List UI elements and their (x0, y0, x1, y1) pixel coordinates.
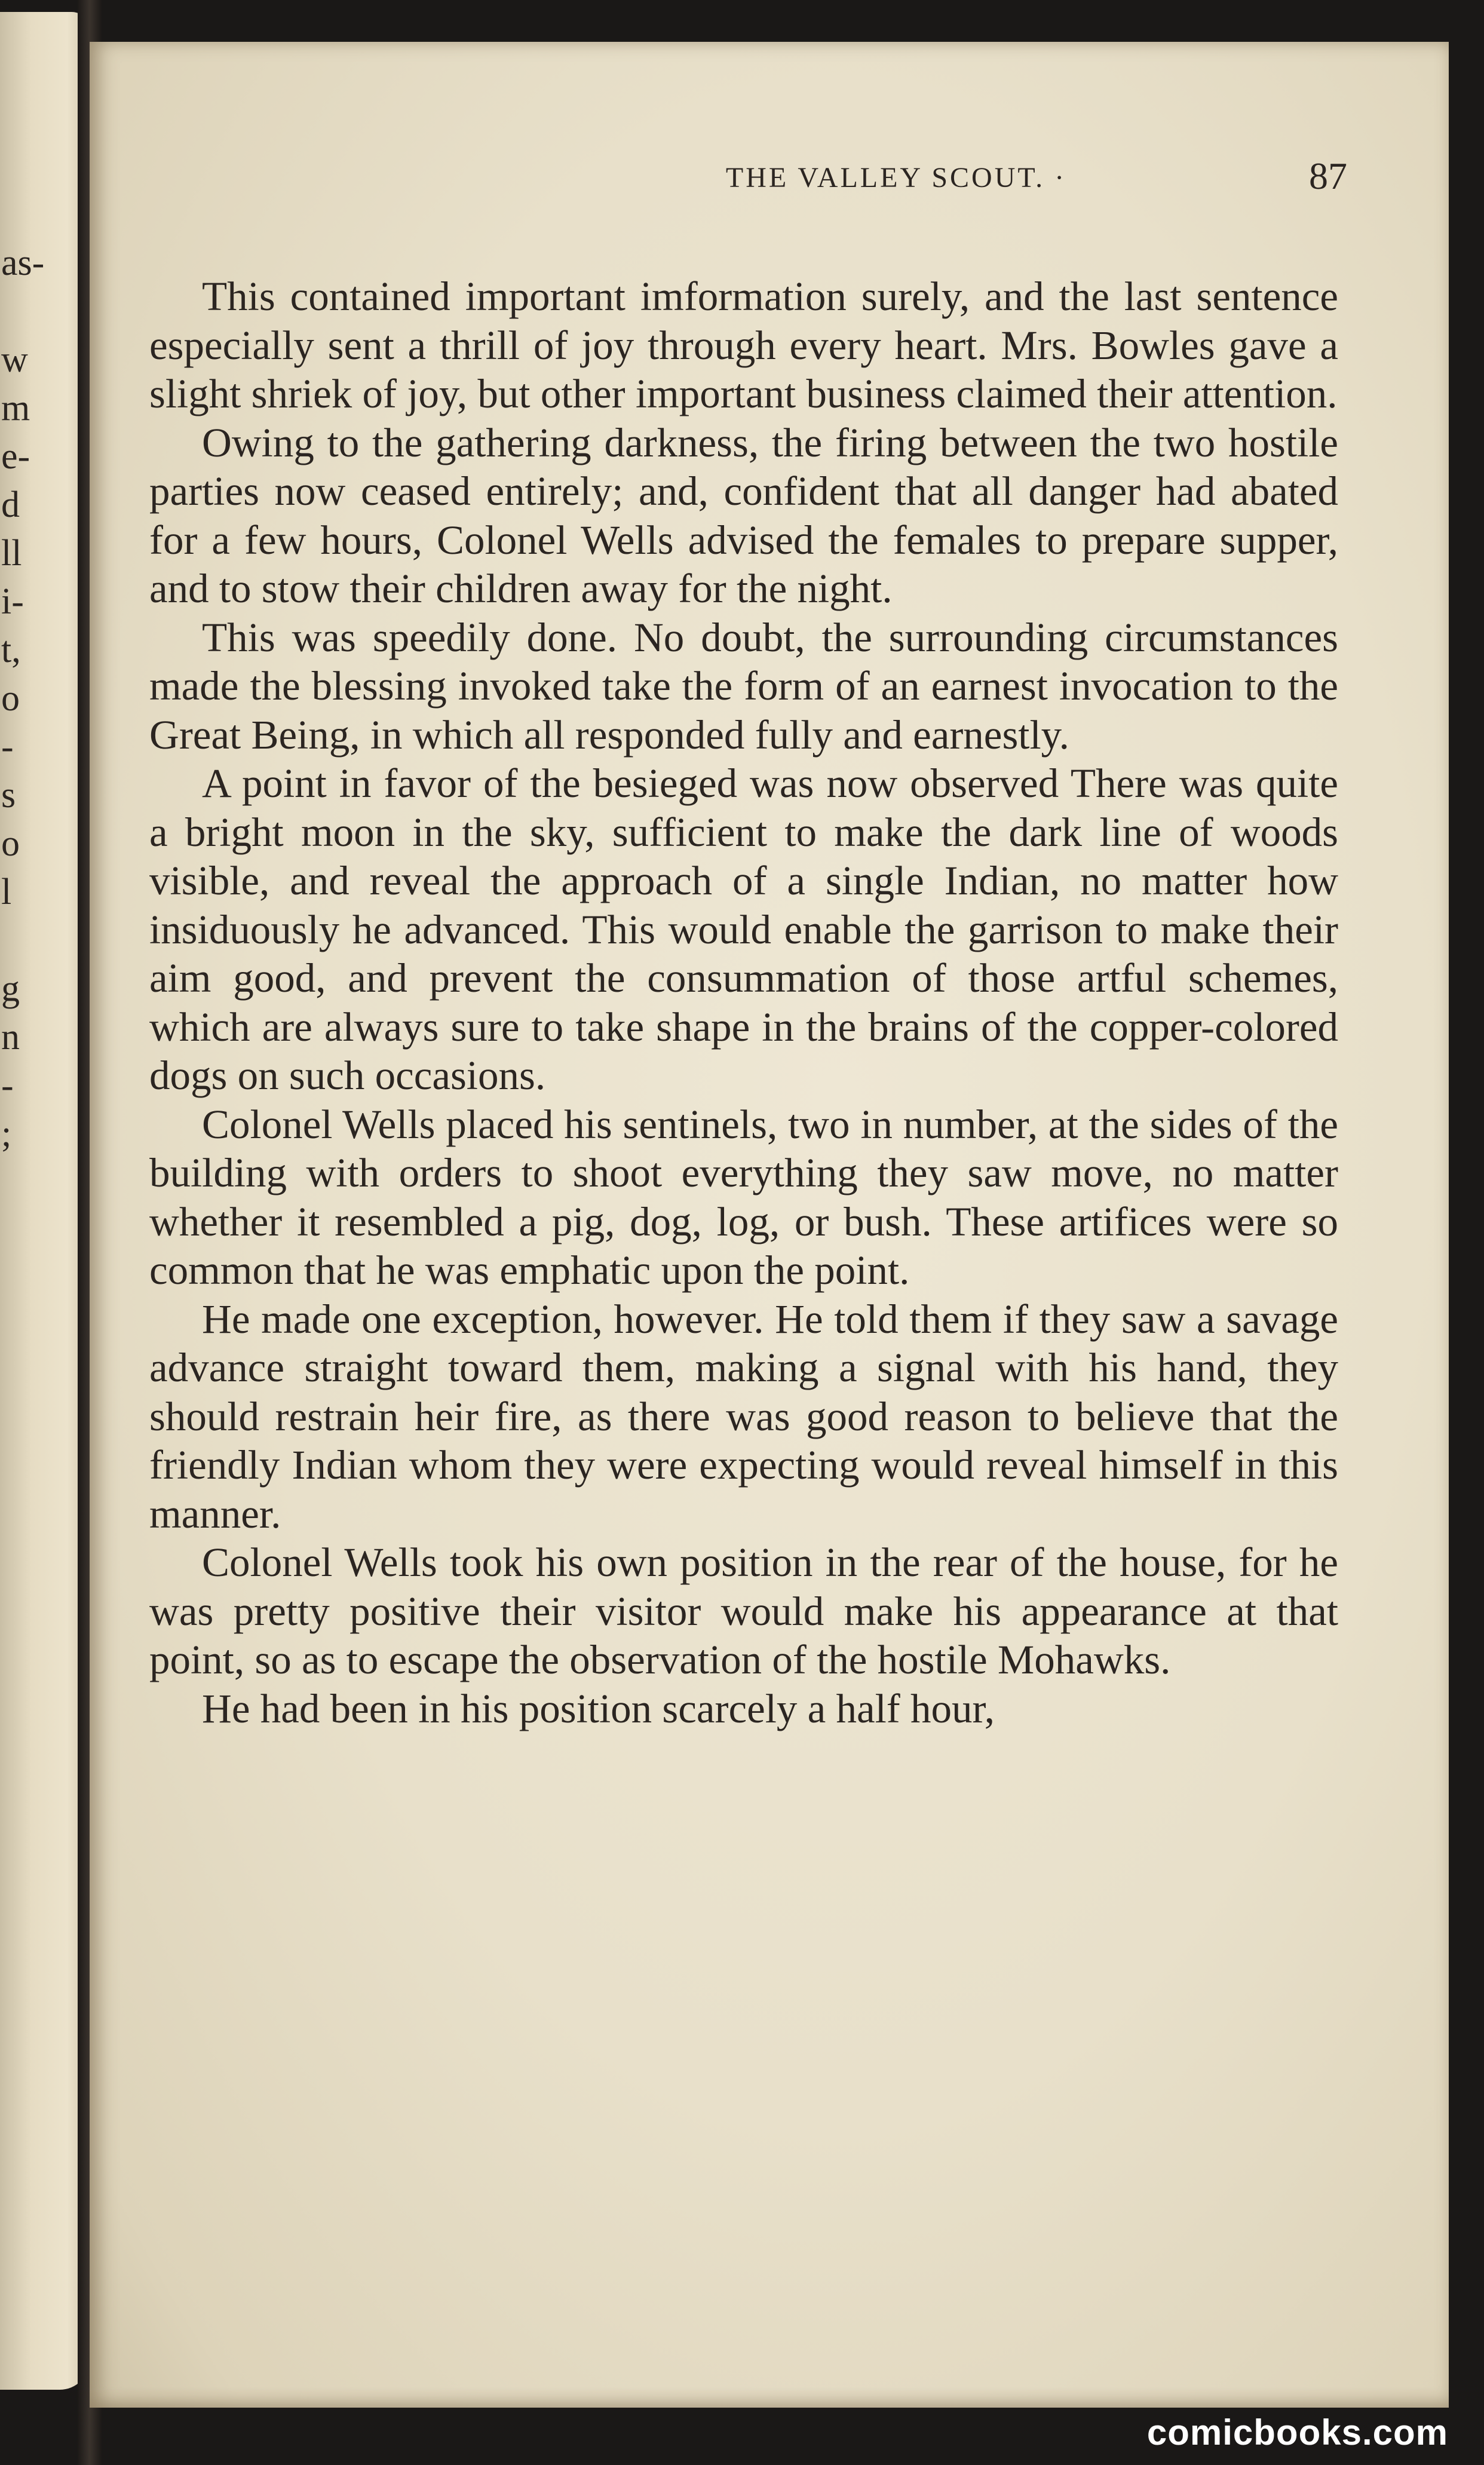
previous-page-fragment: m (1, 388, 30, 428)
body-text (149, 272, 1338, 1733)
page-number: 87 (1309, 155, 1347, 197)
previous-page-fragment: i- (1, 581, 24, 622)
previous-page-fragment: ll (1, 533, 22, 574)
previous-page-fragment: o (1, 823, 20, 864)
paragraph: A point in favor of the besieged was now observed There was quite a bright moon in the sky, sufficient to make the dark line of woods visible, and reveal the approach of a single Indian, no matter how insiduously he advanced. This would enable the garrison to make their aim good, and prevent the consummation of those artful schemes, which are always sure to take shape in the brains of the copper-colored dogs on such occasions. (149, 761, 1338, 1098)
paragraph: This was speedily done. No doubt, the surrounding circumstances made the blessing invoked take the form of an earnest invocation to the Great Being, in which all responded fully and earnestly. (149, 614, 1338, 758)
previous-page-fragment: n (1, 1017, 20, 1057)
previous-page-fragment: g (1, 968, 20, 1009)
previous-page-fragment: - (1, 726, 14, 767)
paragraph: Colonel Wells took his own position in the rear of the house, for he was pretty positive their visitor would make his appearance at that point, so as to escape the observation of the hostile Mohawks. (149, 1540, 1338, 1682)
paragraph: This contained important imformation surely, and the last sentence especially sent a thrill of joy through every heart. Mrs. Bowles gave a slight shriek of joy, but other important business claimed their attention. (149, 274, 1338, 416)
running-head: THE VALLEY SCOUT. · (725, 162, 1067, 194)
paragraph: Colonel Wells placed his sentinels, two in number, at the sides of the building with orders to shoot everything they saw move, no matter whether it resembled a pig, dog, log, or bush. These artifices were so common that he was emphatic upon the point. (149, 1101, 1338, 1293)
previous-page-fragment: ; (1, 1114, 12, 1154)
previous-page-edge (0, 12, 90, 2390)
previous-page-fragment: o (1, 678, 20, 719)
previous-page-fragment: w (1, 339, 28, 380)
previous-page-fragment: as- (1, 243, 45, 283)
previous-page-fragment: t, (1, 630, 21, 670)
paragraph: Owing to the gathering darkness, the firing between the two hostile parties now ceased entirely; and, confident that all danger had abated for a few hours, Colonel Wells advised the females to prepare supper, and to stow their children away for the night. (149, 419, 1338, 611)
paragraph: He had been in his position scarcely a half hour, (202, 1685, 995, 1731)
previous-page-fragment: e- (1, 436, 30, 477)
watermark: comicbooks.com (1146, 2412, 1448, 2452)
previous-page-fragment: d (1, 485, 20, 525)
previous-page-fragment (0, 916, 90, 965)
previous-page-text (0, 239, 90, 1158)
previous-page-fragment (0, 287, 90, 336)
previous-page-fragment: l (1, 872, 12, 912)
previous-page-fragment: - (1, 1065, 14, 1106)
paragraph: He made one exception, however. He told them if they saw a savage advance straight toward them, making a signal with his hand, they should restrain heir fire, as there was good reason to believe that the friendly Indian whom they were expecting would reveal himself in this manner. (149, 1296, 1338, 1537)
previous-page-fragment: s (1, 775, 16, 815)
book-page (90, 42, 1449, 2408)
